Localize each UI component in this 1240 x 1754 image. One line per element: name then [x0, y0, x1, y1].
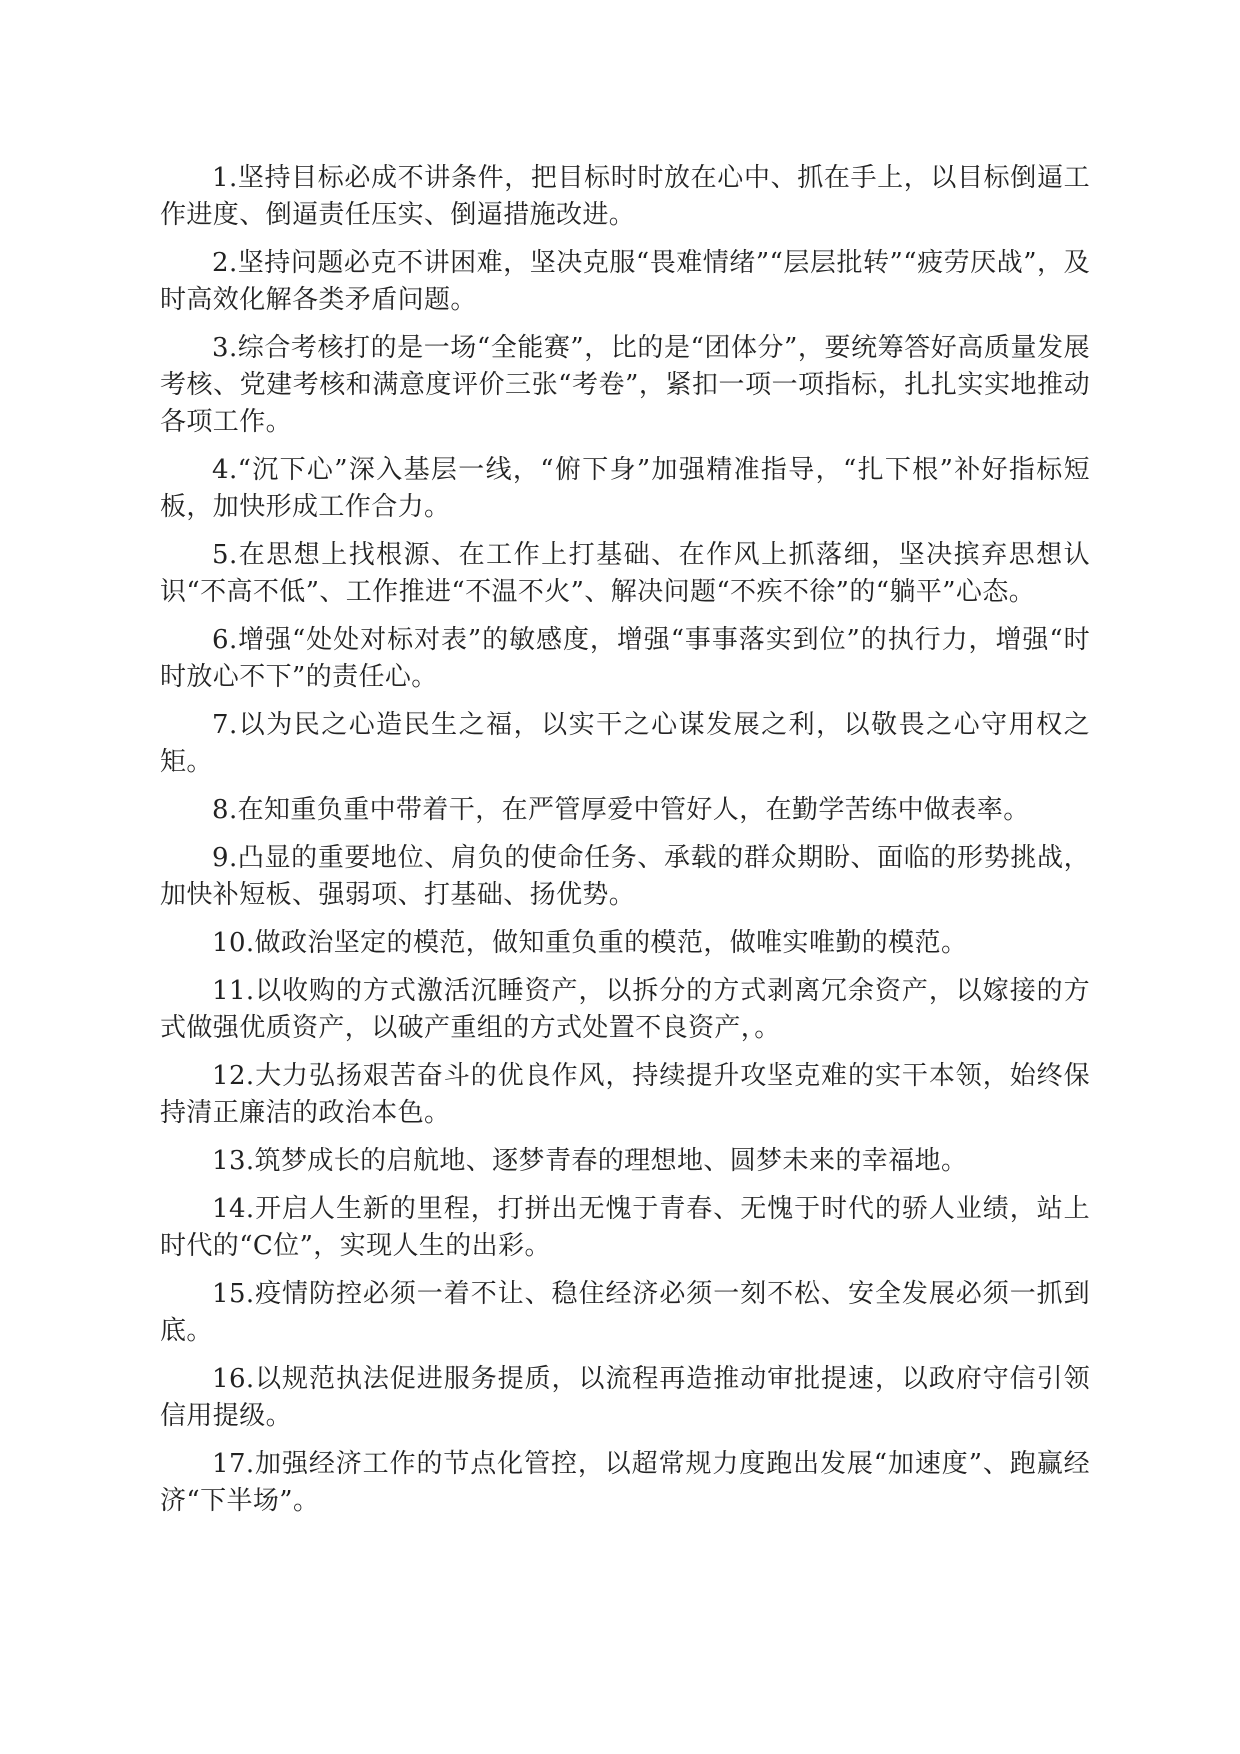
list-item: 9.凸显的重要地位、肩负的使命任务、承载的群众期盼、面临的形势挑战，加快补短板、强弱项、打基础、扬优势。	[160, 843, 1090, 910]
list-item: 1.坚持目标必成不讲条件，把目标时时放在心中、抓在手上，以目标倒逼工作进度、倒逼责任压实、倒逼措施改进。	[160, 163, 1090, 230]
list-item: 8.在知重负重中带着干，在严管厚爱中管好人，在勤学苦练中做表率。	[212, 795, 1030, 825]
list-item: 2.坚持问题必克不讲困难，坚决克服“畏难情绪”“层层批转”“疲劳厌战”，及时高效化解各类矛盾问题。	[160, 248, 1090, 315]
list-item: 11.以收购的方式激活沉睡资产，以拆分的方式剥离冗余资产，以嫁接的方式做强优质资产，以破产重组的方式处置不良资产，。	[160, 976, 1090, 1043]
list-item: 10.做政治坚定的模范，做知重负重的模范，做唯实唯勤的模范。	[212, 928, 968, 958]
list-item: 17.加强经济工作的节点化管控，以超常规力度跑出发展“加速度”、跑赢经济“下半场”。	[160, 1449, 1090, 1516]
list-item: 6.增强“处处对标对表”的敏感度，增强“事事落实到位”的执行力，增强“时时放心不下”的责任心。	[160, 625, 1090, 692]
list-item: 15.疫情防控必须一着不让、稳住经济必须一刻不松、安全发展必须一抓到底。	[160, 1279, 1090, 1346]
list-item: 14.开启人生新的里程，打拼出无愧于青春、无愧于时代的骄人业绩，站上时代的“C位”，实现人生的出彩。	[160, 1194, 1090, 1261]
list-item: 4.“沉下心”深入基层一线，“俯下身”加强精准指导，“扎下根”补好指标短板，加快形成工作合力。	[160, 455, 1090, 522]
document-body	[160, 160, 1090, 1531]
list-item: 12.大力弘扬艰苦奋斗的优良作风，持续提升攻坚克难的实干本领，始终保持清正廉洁的政治本色。	[160, 1061, 1090, 1128]
list-item: 13.筑梦成长的启航地、逐梦青春的理想地、圆梦未来的幸福地。	[212, 1146, 968, 1176]
list-item: 3.综合考核打的是一场“全能赛”，比的是“团体分”，要统筹答好高质量发展考核、党建考核和满意度评价三张“考卷”，紧扣一项一项指标，扎扎实实地推动各项工作。	[160, 333, 1090, 437]
list-item: 7.以为民之心造民生之福，以实干之心谋发展之利，以敬畏之心守用权之矩。	[160, 710, 1090, 777]
list-item: 5.在思想上找根源、在工作上打基础、在作风上抓落细，坚决摈弃思想认识“不高不低”、工作推进“不温不火”、解决问题“不疾不徐”的“躺平”心态。	[160, 540, 1090, 607]
list-item: 16.以规范执法促进服务提质，以流程再造推动审批提速，以政府守信引领信用提级。	[160, 1364, 1090, 1431]
